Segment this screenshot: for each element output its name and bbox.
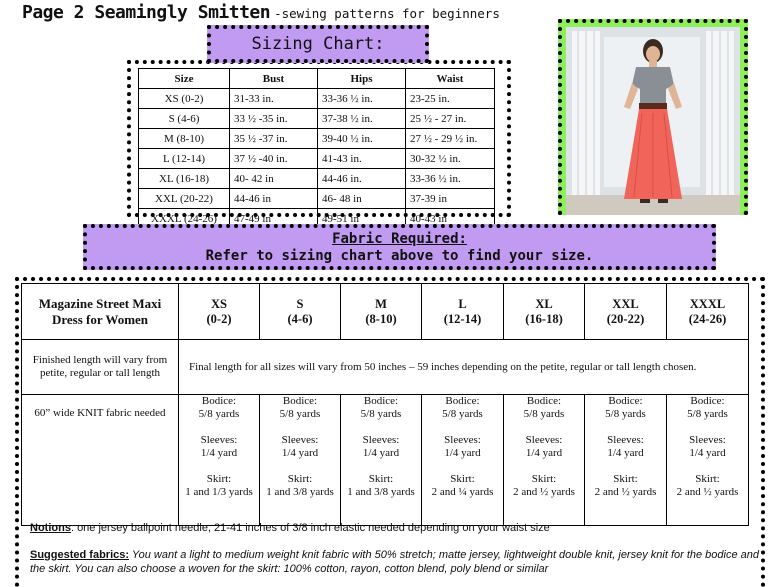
bodice-label: Bodice:	[608, 395, 643, 407]
size-column-header	[504, 284, 585, 340]
notions-text: : one jersey ballpoint needle, 21-41 inches of 3/8 inch elastic needed depending on your waist size	[70, 522, 550, 534]
size-code: XXL	[612, 296, 639, 311]
sizing-cell: XL (16-18)	[139, 169, 230, 189]
size-code: L	[458, 296, 467, 311]
spacer	[669, 460, 746, 473]
size-column-header	[667, 284, 749, 340]
fabric-table	[21, 283, 749, 526]
yardage-cell	[260, 395, 341, 526]
sizing-row	[139, 149, 495, 169]
length-row	[22, 340, 749, 395]
sleeves-amount: 1/4 yard	[281, 447, 319, 459]
sizing-cell: 44-46 in	[230, 189, 318, 209]
sizing-cell: 46- 48 in	[318, 189, 406, 209]
spacer	[181, 460, 257, 473]
sizing-row	[139, 109, 495, 129]
skirt-amount: 1 and 1/3 yards	[185, 486, 253, 498]
spacer	[424, 421, 501, 434]
spacer	[262, 460, 338, 473]
sizing-header-bust: Bust	[230, 69, 318, 89]
sleeves-label: Sleeves:	[362, 434, 400, 446]
sizing-cell: 49-51 in	[318, 209, 406, 229]
bodice-amount: 5/8 yards	[360, 408, 402, 420]
sizing-cell: 31-33 in.	[230, 89, 318, 109]
spacer	[262, 421, 338, 434]
size-range: (12-14)	[443, 311, 482, 326]
size-range: (16-18)	[525, 311, 563, 326]
sizing-chart-title: Sizing Chart:	[207, 25, 429, 63]
bodice-label: Bodice:	[201, 395, 237, 407]
sizing-row	[139, 169, 495, 189]
sizing-row	[139, 89, 495, 109]
bodice-amount: 5/8 yards	[605, 408, 646, 420]
sizing-cell: 33-36 ½ in.	[318, 89, 406, 109]
bodice-amount: 5/8 yards	[279, 408, 321, 420]
sleeves-label: Sleeves:	[689, 434, 726, 446]
suggested-fabrics-note	[30, 548, 765, 576]
skirt-label: Skirt:	[695, 473, 720, 485]
spacer	[343, 460, 419, 473]
sizing-cell: 37-38 ½ in.	[318, 109, 406, 129]
fabric-header-row	[22, 284, 749, 340]
model-photo-image	[566, 27, 740, 215]
yardage-cell	[179, 395, 260, 526]
sleeves-amount: 1/4 yard	[689, 447, 726, 459]
sizing-cell: 44-46 in.	[318, 169, 406, 189]
fabric-type-label: 60” wide KNIT fabric needed	[22, 395, 179, 526]
sleeves-label: Sleeves:	[281, 434, 319, 446]
skirt-amount: 2 and ½ yards	[594, 486, 657, 498]
sleeves-amount: 1/4 yard	[362, 447, 400, 459]
product-name: Magazine Street Maxi Dress for Women	[22, 284, 179, 340]
sizing-cell: 30-32 ½ in.	[406, 149, 495, 169]
sleeves-amount: 1/4 yard	[607, 447, 644, 459]
size-column-header	[260, 284, 341, 340]
model-photo	[558, 19, 748, 215]
skirt-label: Skirt:	[613, 473, 638, 485]
size-code: XL	[535, 296, 553, 311]
size-code: S	[296, 296, 304, 311]
sizing-cell: 23-25 in.	[406, 89, 495, 109]
skirt-label: Skirt:	[287, 473, 313, 485]
sizing-cell: XS (0-2)	[139, 89, 230, 109]
bodice-label: Bodice:	[363, 395, 399, 407]
sizing-cell: 35 ½ -37 in.	[230, 129, 318, 149]
length-text: Final length for all sizes will vary from 50 inches – 59 inches depending on the petite, regular or tall length chosen.	[179, 340, 749, 395]
spacer	[587, 421, 664, 434]
sizing-cell: 25 ½ - 27 in.	[406, 109, 495, 129]
spacer	[506, 421, 582, 434]
size-range: (24-26)	[688, 311, 727, 326]
sizing-cell: 40-43 in	[406, 209, 495, 229]
sizing-row	[139, 189, 495, 209]
skirt-label: Skirt:	[450, 473, 475, 485]
sleeves-label: Sleeves:	[200, 434, 238, 446]
size-column-header	[341, 284, 422, 340]
bodice-label: Bodice:	[445, 395, 480, 407]
size-code: XS	[211, 296, 227, 311]
size-column-header	[179, 284, 260, 340]
sizing-header-waist: Waist	[406, 69, 495, 89]
size-range: (0-2)	[206, 311, 232, 326]
page-title: Page 2 Seamingly Smitten	[22, 2, 271, 23]
sizing-cell: M (8-10)	[139, 129, 230, 149]
notions-label: Notions	[30, 522, 71, 534]
fabric-required-banner	[83, 224, 716, 270]
spacer	[669, 421, 746, 434]
yardage-cell	[667, 395, 749, 526]
skirt-amount: 2 and ¼ yards	[431, 486, 494, 498]
spacer	[343, 421, 419, 434]
sleeves-amount: 1/4 yard	[525, 447, 563, 459]
yardage-cell	[422, 395, 504, 526]
sizing-cell: L (12-14)	[139, 149, 230, 169]
skirt-amount: 2 and ½ yards	[513, 486, 575, 498]
yardage-cell	[341, 395, 422, 526]
spacer	[424, 460, 501, 473]
sizing-row	[139, 129, 495, 149]
sizing-header-size: Size	[139, 69, 230, 89]
spacer	[587, 460, 664, 473]
sleeves-label: Sleeves:	[444, 434, 481, 446]
fabric-required-title: Fabric Required:	[332, 231, 467, 247]
bodice-amount: 5/8 yards	[198, 408, 240, 420]
skirt-amount: 2 and ½ yards	[676, 486, 739, 498]
sizing-cell: XXL (20-22)	[139, 189, 230, 209]
sleeves-amount: 1/4 yard	[200, 447, 238, 459]
yardage-cell	[504, 395, 585, 526]
spacer	[181, 421, 257, 434]
bodice-label: Bodice:	[526, 395, 562, 407]
size-code: M	[375, 296, 387, 311]
sizing-cell: 39-40 ½ in.	[318, 129, 406, 149]
size-range: (8-10)	[365, 311, 397, 326]
page-header	[22, 2, 500, 23]
bodice-label: Bodice:	[690, 395, 725, 407]
fabric-required-subtitle: Refer to sizing chart above to find your size.	[205, 248, 594, 264]
length-label: Finished length will vary from petite, regular or tall length	[22, 340, 179, 395]
sizing-cell: 37-39 in	[406, 189, 495, 209]
suggested-fabrics-label: Suggested fabrics:	[30, 549, 130, 561]
bodice-label: Bodice:	[282, 395, 318, 407]
bodice-amount: 5/8 yards	[442, 408, 483, 420]
sizing-cell: XXXL (24-26)	[139, 209, 230, 229]
sizing-header-hips: Hips	[318, 69, 406, 89]
sizing-table	[138, 68, 495, 229]
size-code: XXXL	[689, 296, 726, 311]
sizing-cell: 41-43 in.	[318, 149, 406, 169]
yardage-row	[22, 395, 749, 526]
size-column-header	[585, 284, 667, 340]
sizing-cell: 33 ½ -35 in.	[230, 109, 318, 129]
skirt-label: Skirt:	[368, 473, 394, 485]
yardage-cell	[585, 395, 667, 526]
skirt-label: Skirt:	[531, 473, 557, 485]
sleeves-label: Sleeves:	[525, 434, 563, 446]
bodice-amount: 5/8 yards	[523, 408, 565, 420]
skirt-label: Skirt:	[206, 473, 232, 485]
sizing-cell: S (4-6)	[139, 109, 230, 129]
page-subtitle: -sewing patterns for beginners	[274, 6, 500, 21]
sizing-cell: 33-36 ½ in.	[406, 169, 495, 189]
sizing-cell: 47-49 in	[230, 209, 318, 229]
sleeves-label: Sleeves:	[607, 434, 644, 446]
size-range: (4-6)	[287, 311, 313, 326]
notions-note	[30, 521, 760, 535]
spacer	[506, 460, 582, 473]
sizing-header-row	[139, 69, 495, 89]
size-range: (20-22)	[606, 311, 645, 326]
sleeves-amount: 1/4 yard	[444, 447, 481, 459]
sizing-cell: 40- 42 in	[230, 169, 318, 189]
size-column-header	[422, 284, 504, 340]
skirt-amount: 1 and 3/8 yards	[347, 486, 415, 498]
sizing-cell: 37 ½ -40 in.	[230, 149, 318, 169]
bodice-amount: 5/8 yards	[687, 408, 728, 420]
skirt-amount: 1 and 3/8 yards	[266, 486, 334, 498]
sizing-cell: 27 ½ - 29 ½ in.	[406, 129, 495, 149]
suggested-fabrics-text: You want a light to medium weight knit fabric with 50% stretch; matte jersey, lightweight double knit, jersey knit for the bodice and the skirt. You can also choose a woven for the skirt: 100% cotton, rayon, cotton blend, poly blend or similar	[30, 549, 760, 575]
